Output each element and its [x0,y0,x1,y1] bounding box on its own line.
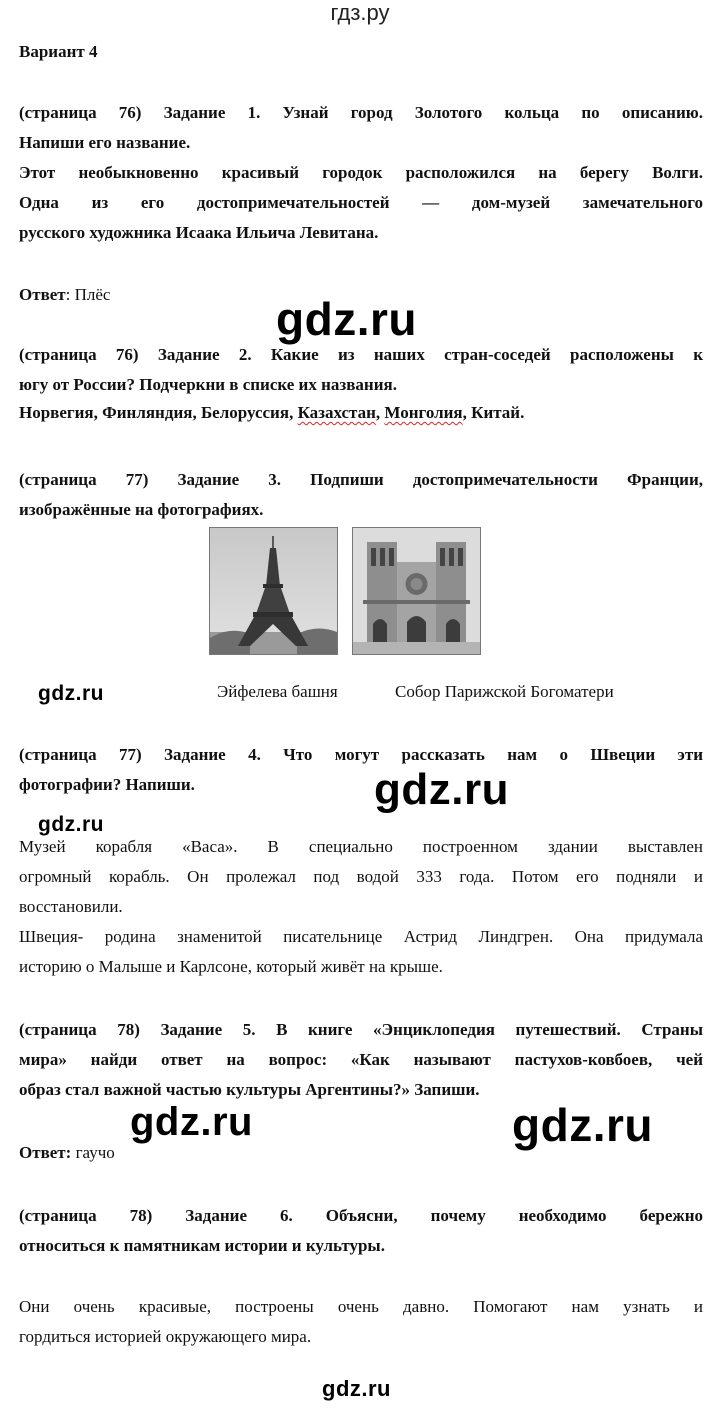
task-4-line: (страница 77) Задание 4. Что могут рассказать нам о Швеции эти [19,745,703,764]
task-2-question [19,340,703,400]
country-kazakhstan-underlined: Казахстан [297,403,376,422]
task-4-answer [19,832,703,982]
site-header[interactable]: гдз.ру [330,0,390,25]
answer-line: гордиться историей окружающего мира. [19,1327,312,1346]
task-4-line: фотографии? Напиши. [19,775,195,794]
separator: , [375,403,385,422]
task-6-answer [19,1292,703,1352]
task-5-answer [19,1138,703,1168]
footer-watermark: gdz.ru [322,1376,391,1401]
caption-notre-dame: Собор Парижской Богоматери [395,682,614,701]
separator: , [93,403,103,422]
notre-dame-icon [353,528,480,654]
eiffel-tower-icon [210,528,337,654]
task-1-question [19,98,703,248]
task-6-line: относиться к памятникам истории и культуры. [19,1236,385,1255]
watermark: gdz.ru [276,293,417,345]
task-5-question [19,1015,703,1105]
separator: , [289,403,298,422]
answer-value: : Плёс [65,285,111,304]
task-5-line: (страница 78) Задание 5. В книге «Энциклопедия путешествий. Страны [19,1020,703,1039]
eiffel-tower-photo [209,527,338,655]
answer-label: Ответ: [19,1143,72,1162]
task-6-question [19,1201,703,1261]
answer-line: восстановили. [19,897,123,916]
task-1-line: Этот необыкновенно красивый городок расположился на берегу Волги. [19,163,703,182]
watermark: gdz.ru [38,813,104,836]
watermark: gdz.ru [512,1099,653,1151]
variant-title: Вариант 4 [19,42,98,61]
answer-line: Швеция- родина знаменитой писательнице Астрид Линдгрен. Она придумала [19,927,703,946]
separator: . [520,403,525,422]
country-finland: Финляндия [102,403,193,422]
caption-eiffel-tower: Эйфелева башня [217,682,338,701]
task-3-line: изображённые на фотографиях. [19,500,264,519]
answer-line: историю о Малыше и Карлсоне, который живёт на крыше. [19,957,443,976]
task-3-line: (страница 77) Задание 3. Подпиши достопримечательности Франции, [19,470,703,489]
task-2-line: югу от России? Подчеркни в списке их названия. [19,375,397,394]
task-6-line: (страница 78) Задание 6. Объясни, почему необходимо бережно [19,1206,703,1225]
watermark: gdz.ru [130,1100,253,1144]
country-norway: Норвегия [19,403,94,422]
task-2-line: (страница 76) Задание 2. Какие из наших стран-соседей расположены к [19,345,703,364]
answer-label: Ответ [19,285,66,304]
task-5-line: образ стал важной частью культуры Аргентины?» Запиши. [19,1080,480,1099]
task-1-line: русского художника Исаака Ильича Левитана. [19,223,379,242]
separator: , [192,403,201,422]
country-china: Китай [471,403,521,422]
country-belarus: Белоруссия [200,403,290,422]
country-list [19,403,524,423]
country-mongolia-underlined: Монголия [384,403,463,422]
answer-line: Они очень красивые, построены очень давно. Помогают нам узнать и [19,1297,703,1316]
notre-dame-photo [352,527,481,655]
task-1-line: Напиши его название. [19,133,191,152]
task-3-question [19,465,703,525]
task-1-line: (страница 76) Задание 1. Узнай город Золотого кольца по описанию. [19,103,703,122]
task-5-line: мира» найди ответ на вопрос: «Как называют пастухов-ковбоев, чей [19,1050,703,1069]
answer-line: Музей корабля «Васа». В специально построенном здании выставлен [19,837,703,856]
watermark: gdz.ru [374,765,509,814]
task-4-question [19,740,703,800]
watermark: gdz.ru [38,682,104,705]
answer-value: гаучо [71,1143,115,1162]
answer-line: огромный корабль. Он пролежал под водой 333 года. Потом его подняли и [19,867,703,886]
task-1-line: Одна из его достопримечательностей — дом-музей замечательного [19,193,703,212]
separator: , [462,403,472,422]
